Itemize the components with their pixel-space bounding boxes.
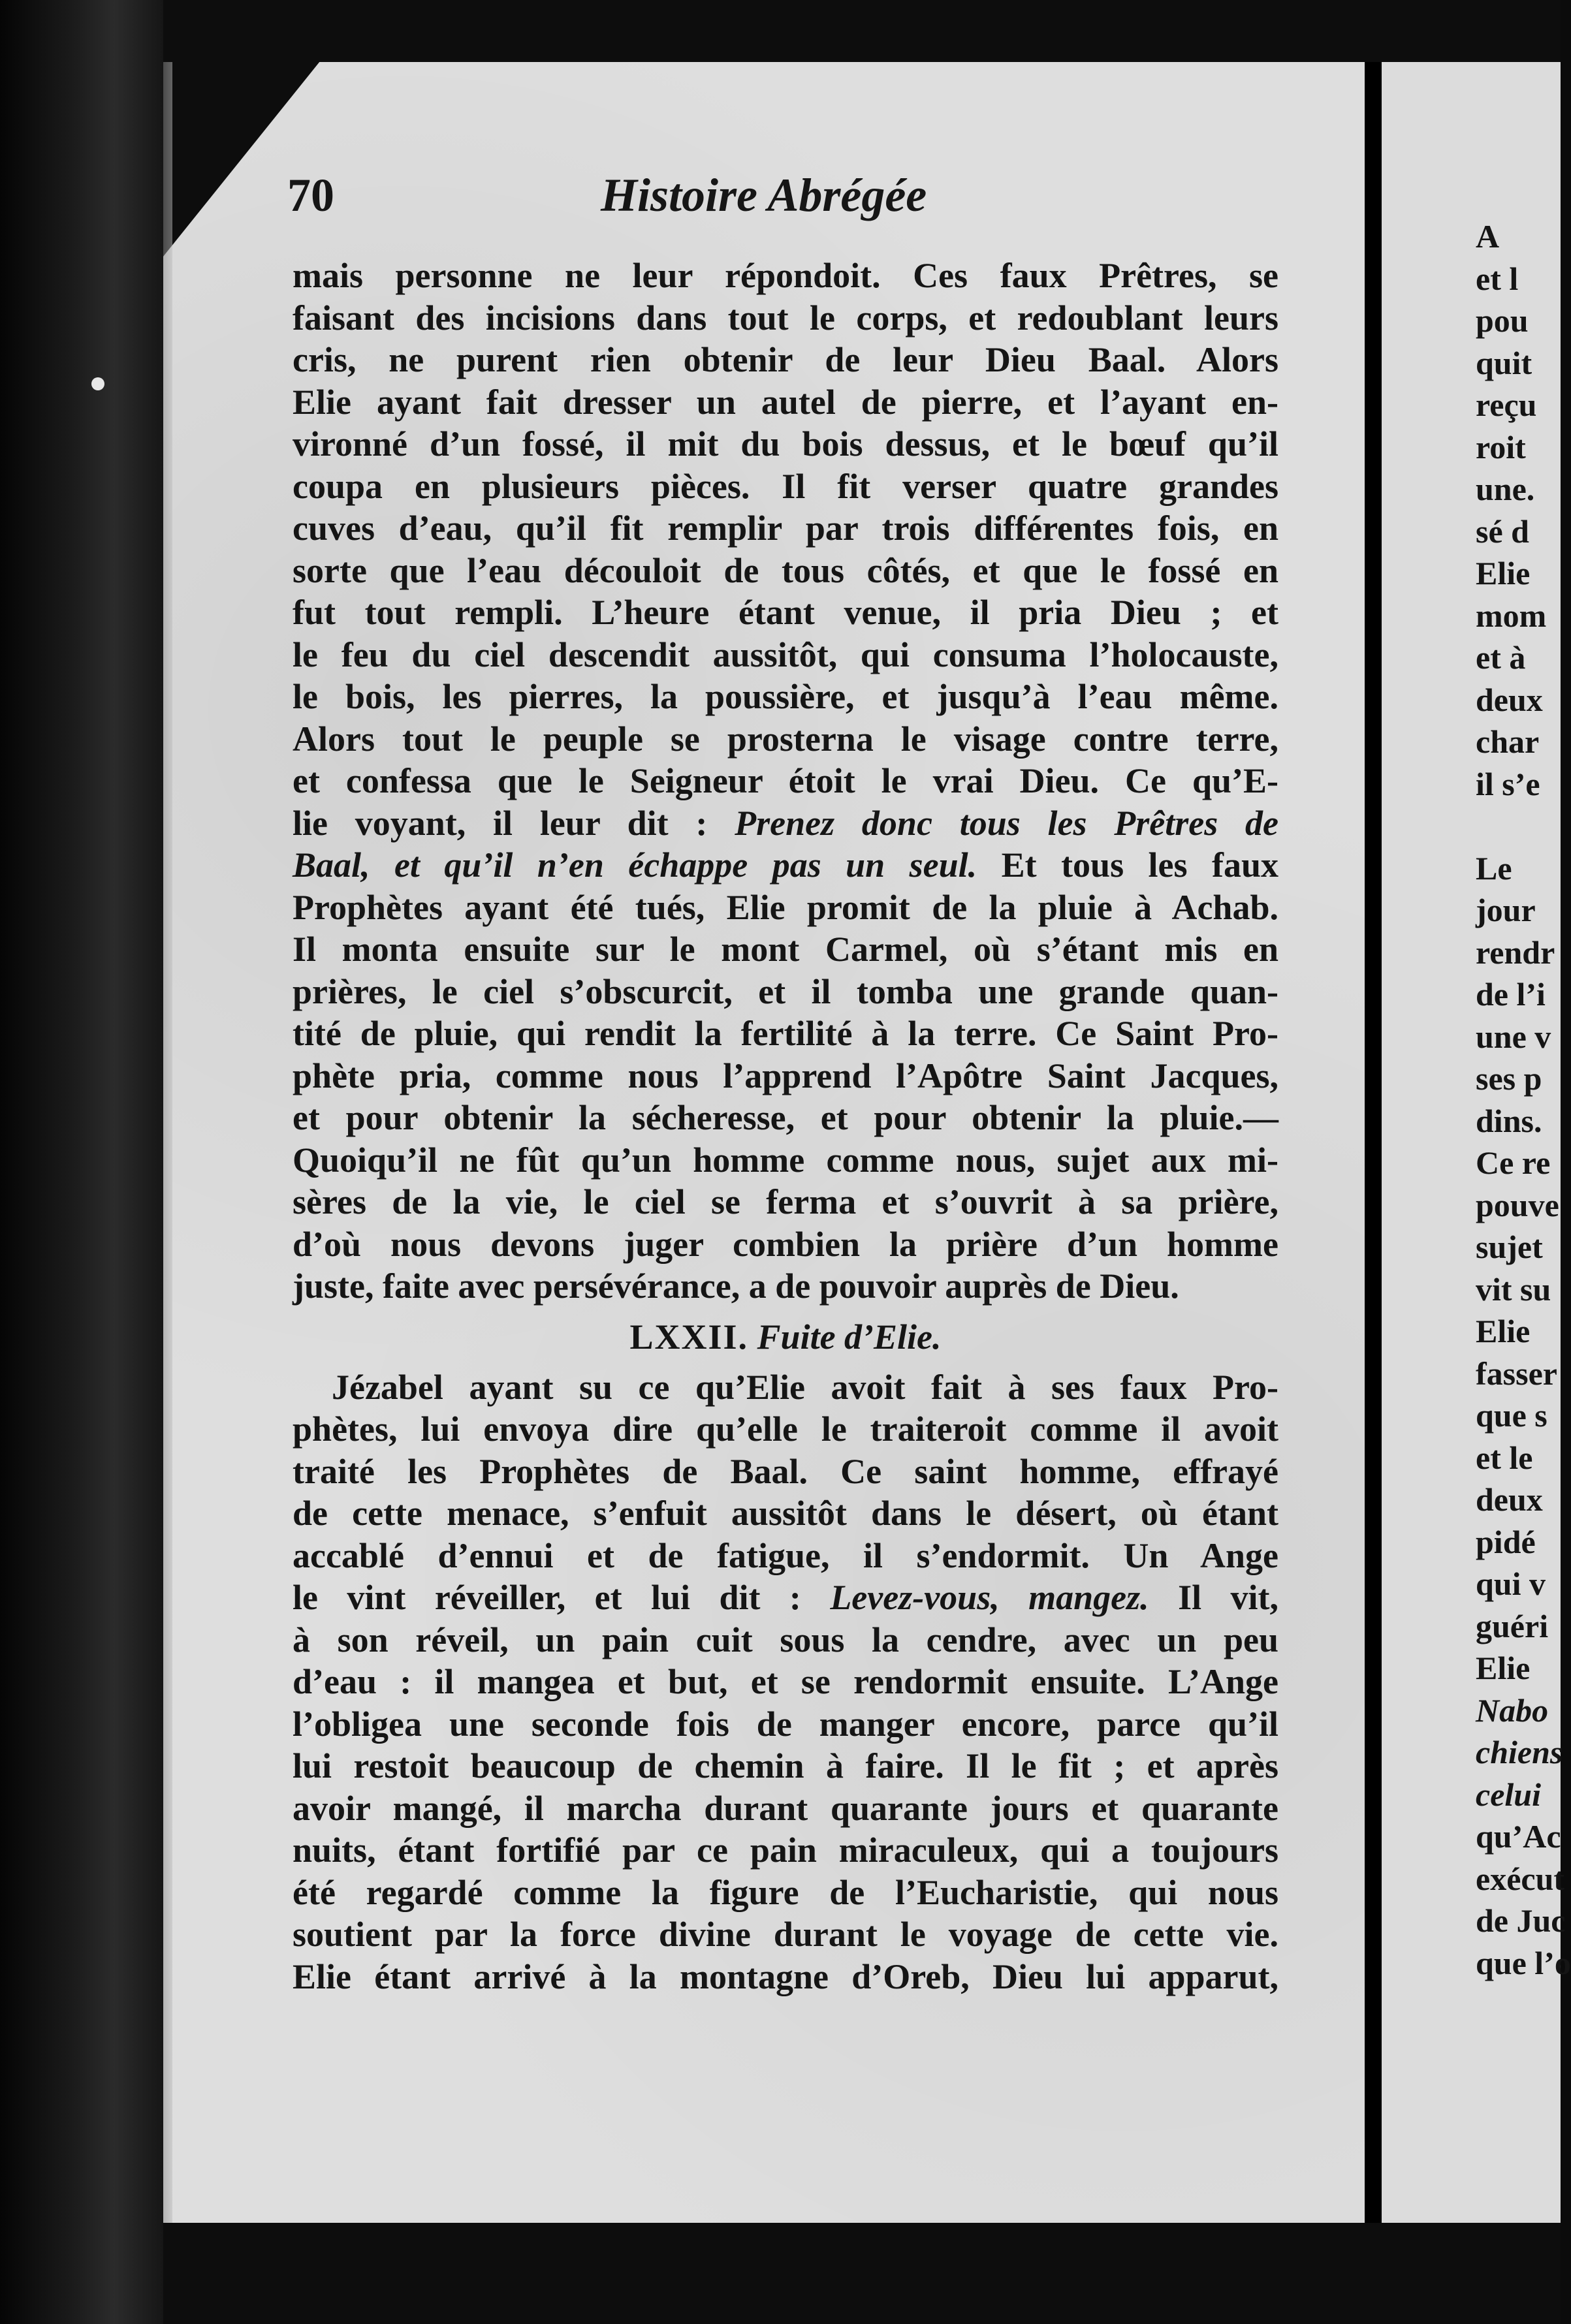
facing-page-fragment: deux [1476,1481,1543,1518]
text-line [293,802,1278,845]
text-line: faisant des incisions dans tout le corps, et redoublant leurs [293,298,1278,338]
text-line: d’où nous devons juger combien la prière d’un homme [293,1224,1278,1264]
text-line: Quoiqu’il ne fût qu’un homme comme nous, sujet aux mi- [293,1140,1278,1180]
text-line: le bois, les pierres, la poussière, et jusqu’à l’eau même. [293,677,1278,716]
text-run: Il vit, [1149,1578,1278,1617]
facing-page-fragment: char [1476,723,1540,760]
facing-page-text [1476,215,1571,1984]
facing-page-fragment: de l’i [1476,976,1546,1013]
text-line: cris, ne purent rien obtenir de leur Dieu Baal. Alors [293,340,1278,379]
text-line: et confessa que le Seigneur étoit le vrai Dieu. Ce qu’E- [293,761,1278,800]
facing-page-fragment: reçu [1476,386,1537,423]
text-line: Elie ayant fait dresser un autel de pierre, et l’ayant en- [293,382,1278,422]
facing-page-fragment: mom [1476,597,1547,634]
text-line: lui restoit beaucoup de chemin à faire. Il le fit ; et après [293,1746,1278,1785]
text-run: lie voyant, il leur dit : [293,803,735,843]
text-run: le vint réveiller, et lui dit : [293,1578,831,1617]
facing-page-fragment: celui [1476,1776,1541,1813]
text-line: été regardé comme la figure de l’Eucharistie, qui nous [293,1872,1278,1912]
text-line: soutient par la force divine durant le voyage de cette vie. [293,1915,1278,1954]
text-line: sorte que l’eau découloit de tous côtés, et que le fossé en [293,550,1278,590]
facing-page-fragment: jour [1476,892,1536,928]
text-line [293,844,1278,887]
facing-page-fragment: exécut [1476,1860,1565,1897]
text-line: Elie étant arrivé à la montagne d’Oreb, Dieu lui apparut, [293,1956,1278,1996]
text-line: coupa en plusieurs pièces. Il fit verser quatre grandes [293,466,1278,506]
text-line: juste, faite avec persévérance, a de pouvoir auprès de Dieu. [293,1266,1179,1306]
facing-page-fragment: Le [1476,849,1512,887]
page-number: 70 [287,169,334,221]
facing-page-fragment [1476,805,1561,847]
facing-page-fragment: quit [1476,344,1532,381]
quotation-italic: Levez-vous, mangez. [830,1578,1149,1617]
facing-page-fragment: roit [1476,428,1526,465]
section-title: Fuite d’Elie. [757,1317,942,1357]
section-heading [293,1308,1278,1366]
facing-page-fragment: Ce re [1476,1144,1551,1181]
paragraph-1-continued [293,887,1278,1308]
book-spine-shadow [0,0,163,2324]
facing-page-fragment: sujet [1476,1229,1543,1265]
facing-page-fragment: dins. [1476,1102,1542,1139]
quotation-italic: Prenez donc tous les Prêtres de [735,803,1278,843]
paragraph-1 [293,255,1278,802]
text-line: l’obligea une seconde fois de manger encore, parce qu’il [293,1704,1278,1744]
text-line: Prophètes ayant été tués, Elie promit de la pluie à Achab. [293,887,1278,927]
page-header [287,168,1293,227]
text-line: mais personne ne leur répondoit. Ces faux Prêtres, se [293,256,1278,295]
text-line: accablé d’ennui et de fatigue, il s’endormit. Un Ange [293,1535,1278,1575]
text-line: à son réveil, un pain cuit sous la cendre, avec un peu [293,1620,1278,1659]
facing-page-fragment: chiens [1476,1734,1563,1770]
quotation-italic: Baal, et qu’il n’en échappe pas un seul. [293,845,977,885]
facing-page-fragment: guéri [1476,1607,1549,1644]
left-page-edge [163,62,172,2223]
text-line: de cette menace, s’enfuit aussitôt dans le désert, où étant [293,1494,1278,1533]
paragraph-2-continued [293,1619,1278,1998]
facing-page-fragment: pidé [1476,1523,1536,1560]
text-line [293,1577,1278,1619]
facing-page-fragment: qu’Ac [1476,1818,1561,1855]
text-line: et pour obtenir la sécheresse, et pour obtenir la pluie.— [293,1098,1278,1137]
body-text [293,255,1278,1998]
text-line: traité les Prophètes de Baal. Ce saint homme, effrayé [293,1451,1278,1491]
text-line: Il monta ensuite sur le mont Carmel, où s’étant mis en [293,930,1278,969]
facing-page-fragment: deux [1476,681,1543,718]
facing-page-fragment: de Juc [1476,1902,1566,1939]
text-line: phètes, lui envoya dire qu’elle le traiteroit comme il avoit [293,1409,1278,1449]
text-line: cuves d’eau, qu’il fit remplir par trois différentes fois, en [293,509,1278,548]
facing-page-fragment: qui v [1476,1565,1546,1602]
text-line: Jézabel ayant su ce qu’Elie avoit fait à ses faux Pro- [332,1367,1278,1407]
facing-page-fragment: Elie [1476,555,1531,591]
facing-page-fragment: et le [1476,1439,1533,1476]
text-line: prières, le ciel s’obscurcit, et il tomba une grande quan- [293,971,1278,1011]
facing-page-fragment: une. [1476,471,1535,507]
text-line: vironné d’un fossé, il mit du bois dessus, et le bœuf qu’il [293,424,1278,463]
paragraph-2 [293,1366,1278,1577]
facing-page-fragment: rendr [1476,934,1555,971]
facing-page-fragment: Elie [1476,1313,1531,1349]
running-title: Histoire Abrégée [601,169,927,221]
text-line: d’eau : il mangea et but, et se rendormit ensuite. L’Ange [293,1662,1278,1701]
facing-page-fragment: sé d [1476,512,1529,550]
facing-page-fragment: vit su [1476,1270,1551,1308]
facing-page-fragment: une v [1476,1018,1551,1055]
text-line: sères de la vie, le ciel se ferma et s’ouvrit à sa prière, [293,1182,1278,1221]
facing-page-fragment: ses p [1476,1060,1542,1097]
facing-page-fragment: A [1476,218,1500,255]
facing-page-fragment: Elie [1476,1650,1531,1686]
facing-page-fragment: pouve [1476,1186,1559,1223]
facing-page-fragment: et l [1476,260,1519,297]
facing-page-fragment: fasser [1476,1355,1557,1392]
facing-page-fragment: que s [1476,1397,1547,1434]
facing-page-fragment: que l’o [1476,1944,1571,1981]
text-line: fut tout rempli. L’heure étant venue, il pria Dieu ; et [293,593,1278,632]
facing-page-fragment: Nabo [1476,1691,1549,1729]
facing-page-fragment: il s’e [1476,765,1540,802]
facing-page-fragment: et à [1476,639,1526,676]
text-run: Et tous les faux [977,845,1279,885]
page-gutter [1365,62,1382,2223]
paper-speck [91,377,104,390]
text-line: phète pria, comme nous l’apprend l’Apôtre Saint Jacques, [293,1056,1278,1095]
section-number: LXXII. [629,1317,749,1357]
text-line: nuits, étant fortifié par ce pain miraculeux, qui a toujours [293,1830,1278,1870]
facing-page-fragment: pou [1476,302,1529,339]
text-line: le feu du ciel descendit aussitôt, qui consuma l’holocauste, [293,635,1278,674]
text-line: tité de pluie, qui rendit la fertilité à la terre. Ce Saint Pro- [293,1014,1278,1053]
text-line: avoir mangé, il marcha durant quarante jours et quarante [293,1788,1278,1828]
text-line: Alors tout le peuple se prosterna le visage contre terre, [293,719,1278,759]
